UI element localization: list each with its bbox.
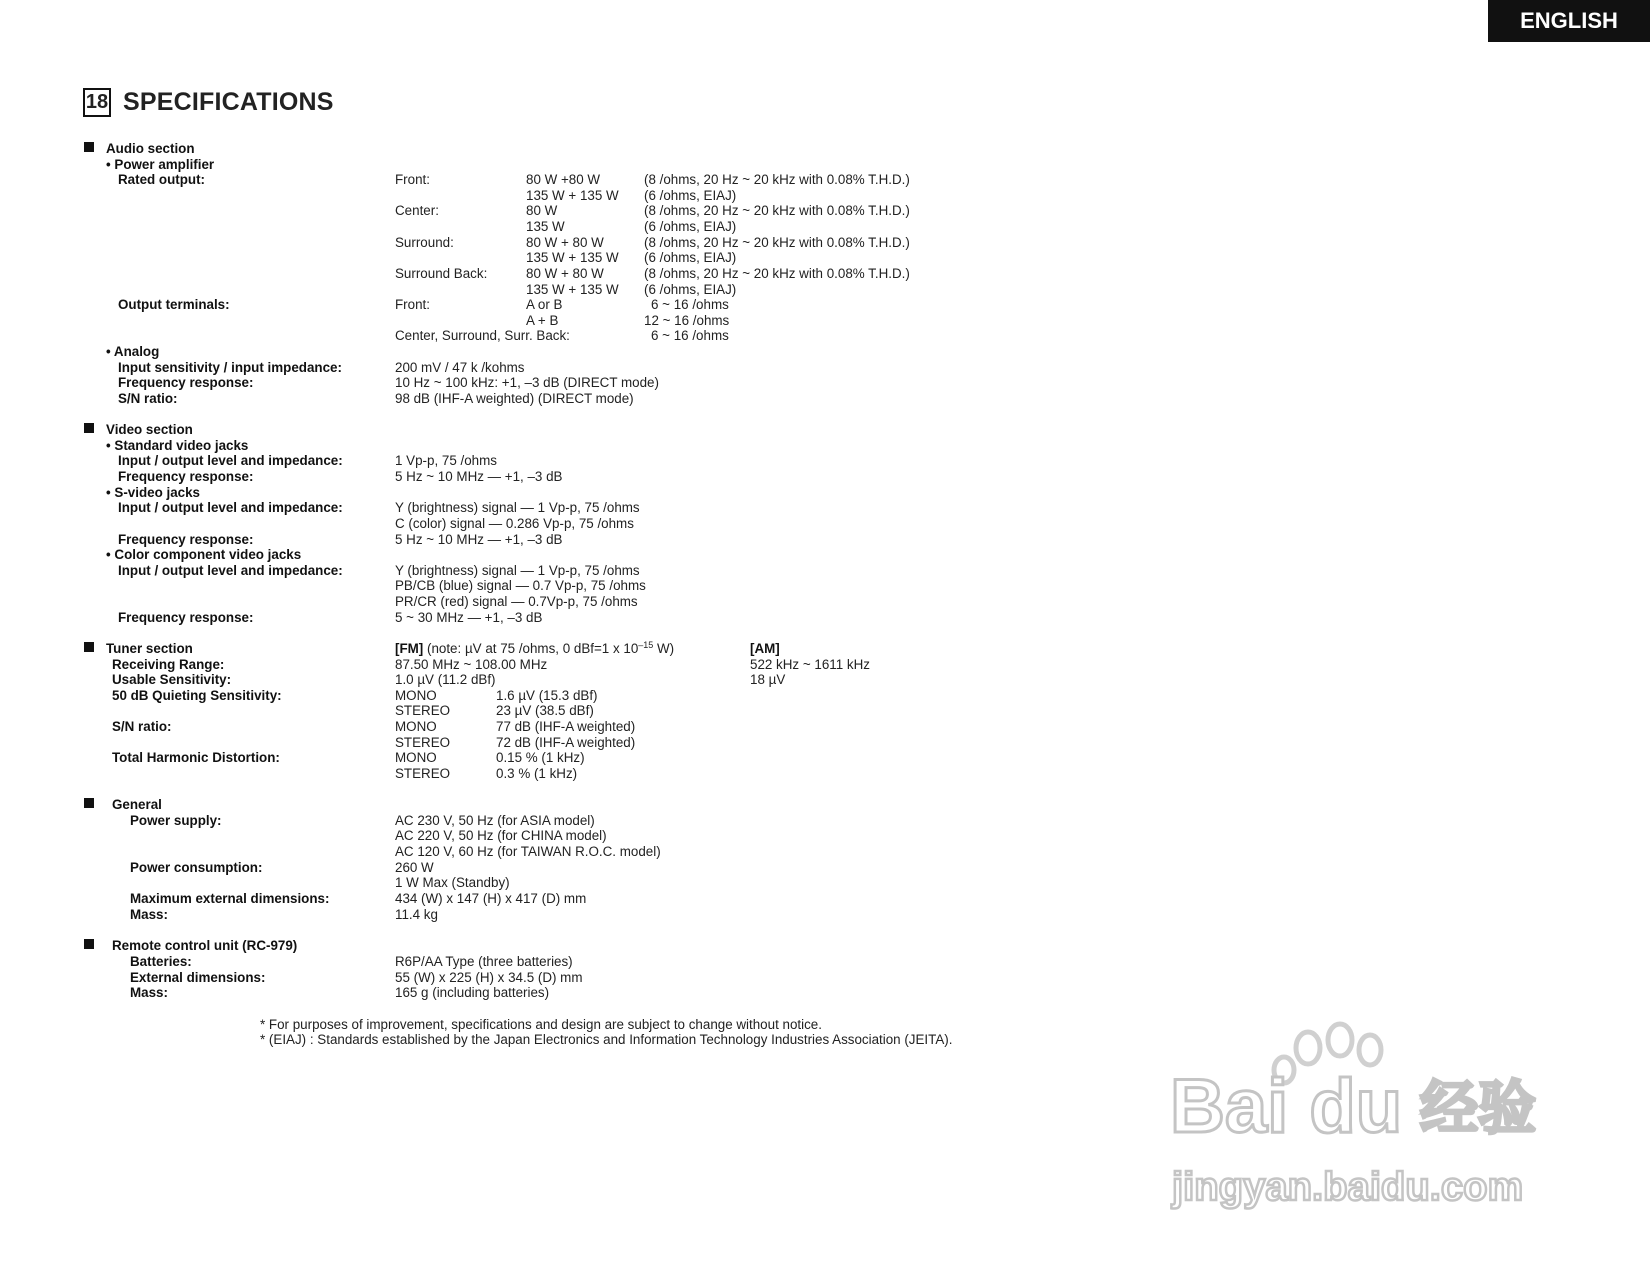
usable-sensitivity-fm: 1.0 µV (11.2 dBf) xyxy=(395,672,496,687)
section-bullet xyxy=(84,642,94,652)
io-level-label: Input / output level and impedance: xyxy=(118,563,343,578)
fm-label: [FM] xyxy=(395,641,424,656)
power-supply-value: AC 220 V, 50 Hz (for CHINA model) xyxy=(395,828,607,843)
rated-value: 80 W +80 W xyxy=(526,172,601,187)
rated-condition: (6 /ohms, EIAJ) xyxy=(644,219,737,234)
fm-header xyxy=(395,641,674,657)
power-supply-value: AC 120 V, 60 Hz (for TAIWAN R.O.C. model) xyxy=(395,844,661,859)
general-section-title: General xyxy=(112,797,162,812)
s-io-c-value: C (color) signal — 0.286 Vp-p, 75 /ohms xyxy=(395,516,634,531)
power-consumption-value: 260 W xyxy=(395,860,434,875)
remote-section-title: Remote control unit (RC-979) xyxy=(112,938,298,953)
power-supply-label: Power supply: xyxy=(130,813,222,828)
tuner-section-title: Tuner section xyxy=(106,641,193,656)
frequency-response-label: Frequency response: xyxy=(118,532,254,547)
thd-label: Total Harmonic Distortion: xyxy=(112,750,280,765)
am-label: [AM] xyxy=(750,641,780,656)
footnote: * For purposes of improvement, specifications and design are subject to change without notice. xyxy=(260,1017,822,1032)
baidu-watermark xyxy=(1170,1020,1580,1220)
max-dimensions-label: Maximum external dimensions: xyxy=(130,891,330,906)
s-freq-value: 5 Hz ~ 10 MHz — +1, –3 dB xyxy=(395,532,563,547)
mode-label: STEREO xyxy=(395,766,451,781)
frequency-response-value: 10 Hz ~ 100 kHz: +1, –3 dB (DIRECT mode) xyxy=(395,375,659,390)
sn-ratio-value: 98 dB (IHF-A weighted) (DIRECT mode) xyxy=(395,391,634,406)
rated-condition: (8 /ohms, 20 Hz ~ 20 kHz with 0.08% T.H.D.) xyxy=(644,266,910,281)
tuner-sn-ratio-label: S/N ratio: xyxy=(112,719,172,734)
audio-section-title: Audio section xyxy=(106,141,195,156)
standard-video-heading: • Standard video jacks xyxy=(106,438,249,453)
mode-label: STEREO xyxy=(395,735,451,750)
input-sensitivity-label: Input sensitivity / input impedance: xyxy=(118,360,342,375)
receiving-range-fm: 87.50 MHz ~ 108.00 MHz xyxy=(395,657,548,672)
power-supply-value: AC 230 V, 50 Hz (for ASIA model) xyxy=(395,813,595,828)
section-number-badge: 18 xyxy=(83,88,111,117)
language-tab: ENGLISH xyxy=(1488,0,1650,42)
analog-heading: • Analog xyxy=(106,344,160,359)
s-video-heading: • S-video jacks xyxy=(106,485,201,500)
rated-value: 135 W xyxy=(526,219,565,234)
receiving-range-am: 522 kHz ~ 1611 kHz xyxy=(750,657,870,672)
mode-label: STEREO xyxy=(395,703,451,718)
fm-note: (note: µV at 75 /ohms, 0 dBf=1 x 10 xyxy=(423,641,639,656)
quieting-sensitivity-label: 50 dB Quieting Sensitivity: xyxy=(112,688,282,703)
frequency-response-label: Frequency response: xyxy=(118,375,254,390)
fm-note-exponent: –15 xyxy=(638,640,654,650)
mode-value: 77 dB (IHF-A weighted) xyxy=(496,719,636,734)
power-consumption-label: Power consumption: xyxy=(130,860,263,875)
receiving-range-label: Receiving Range: xyxy=(112,657,225,672)
max-dimensions-value: 434 (W) x 147 (H) x 417 (D) mm xyxy=(395,891,587,906)
video-section-title: Video section xyxy=(106,422,193,437)
rated-value: 135 W + 135 W xyxy=(526,188,619,203)
fm-note-end: W) xyxy=(653,641,675,656)
rated-output-label: Rated output: xyxy=(118,172,206,187)
terminal-a-or-b-value: 6 ~ 16 /ohms xyxy=(651,297,729,312)
batteries-label: Batteries: xyxy=(130,954,192,969)
mode-label: MONO xyxy=(395,719,437,734)
terminal-a-plus-b-value: 12 ~ 16 /ohms xyxy=(644,313,730,328)
mass-value: 11.4 kg xyxy=(395,907,438,922)
sn-ratio-label: S/N ratio: xyxy=(118,391,178,406)
mode-value: 1.6 µV (15.3 dBf) xyxy=(496,688,598,703)
terminal-center-surround: Center, Surround, Surr. Back: xyxy=(395,328,570,343)
remote-dimensions-label: External dimensions: xyxy=(130,970,266,985)
frequency-response-label: Frequency response: xyxy=(118,469,254,484)
std-io-value: 1 Vp-p, 75 /ohms xyxy=(395,453,497,468)
comp-io-pb-value: PB/CB (blue) signal — 0.7 Vp-p, 75 /ohms xyxy=(395,578,646,593)
remote-mass-value: 165 g (including batteries) xyxy=(395,985,550,1000)
mode-label: MONO xyxy=(395,688,437,703)
terminal-front: Front: xyxy=(395,297,430,312)
page-title: SPECIFICATIONS xyxy=(123,88,334,116)
rated-value: 80 W + 80 W xyxy=(526,235,604,250)
rated-condition: (8 /ohms, 20 Hz ~ 20 kHz with 0.08% T.H.D.) xyxy=(644,203,910,218)
output-terminals-label: Output terminals: xyxy=(118,297,230,312)
watermark-brand: Bai du xyxy=(1170,1064,1403,1149)
usable-sensitivity-am: 18 µV xyxy=(750,672,786,687)
watermark-url: jingyan.baidu.com xyxy=(1172,1165,1524,1209)
mode-value: 0.15 % (1 kHz) xyxy=(496,750,585,765)
rated-front-channel: Front: xyxy=(395,172,430,187)
comp-io-pr-value: PR/CR (red) signal — 0.7Vp-p, 75 /ohms xyxy=(395,594,638,609)
mass-label: Mass: xyxy=(130,907,168,922)
remote-dimensions-value: 55 (W) x 225 (H) x 34.5 (D) mm xyxy=(395,970,583,985)
mode-value: 0.3 % (1 kHz) xyxy=(496,766,578,781)
rated-surround-channel: Surround: xyxy=(395,235,454,250)
power-consumption-value: 1 W Max (Standby) xyxy=(395,875,510,890)
io-level-label: Input / output level and impedance: xyxy=(118,500,343,515)
section-bullet xyxy=(84,142,94,152)
terminal-center-surround-value: 6 ~ 16 /ohms xyxy=(651,328,729,343)
comp-freq-value: 5 ~ 30 MHz — +1, –3 dB xyxy=(395,610,543,625)
usable-sensitivity-label: Usable Sensitivity: xyxy=(112,672,232,687)
section-bullet xyxy=(84,798,94,808)
rated-value: 80 W xyxy=(526,203,558,218)
rated-condition: (6 /ohms, EIAJ) xyxy=(644,282,737,297)
section-bullet xyxy=(84,423,94,433)
rated-condition: (6 /ohms, EIAJ) xyxy=(644,188,737,203)
section-bullet xyxy=(84,939,94,949)
rated-surround-back-channel: Surround Back: xyxy=(395,266,488,281)
mode-value: 23 µV (38.5 dBf) xyxy=(496,703,594,718)
mode-label: MONO xyxy=(395,750,437,765)
s-io-y-value: Y (brightness) signal — 1 Vp-p, 75 /ohms xyxy=(395,500,640,515)
power-amplifier-heading: • Power amplifier xyxy=(106,157,215,172)
input-sensitivity-value: 200 mV / 47 k /kohms xyxy=(395,360,525,375)
rated-value: 80 W + 80 W xyxy=(526,266,604,281)
frequency-response-label: Frequency response: xyxy=(118,610,254,625)
terminal-a-or-b: A or B xyxy=(526,297,563,312)
footnote: * (EIAJ) : Standards established by the Japan Electronics and Information Technology Industries Association (JEITA). xyxy=(260,1032,953,1047)
rated-condition: (8 /ohms, 20 Hz ~ 20 kHz with 0.08% T.H.D.) xyxy=(644,235,910,250)
watermark-cn: 经验 xyxy=(1420,1074,1537,1142)
rated-condition: (8 /ohms, 20 Hz ~ 20 kHz with 0.08% T.H.D.) xyxy=(644,172,910,187)
comp-io-y-value: Y (brightness) signal — 1 Vp-p, 75 /ohms xyxy=(395,563,640,578)
terminal-a-plus-b: A + B xyxy=(526,313,559,328)
mode-value: 72 dB (IHF-A weighted) xyxy=(496,735,636,750)
page-heading xyxy=(83,88,334,117)
batteries-value: R6P/AA Type (three batteries) xyxy=(395,954,573,969)
rated-value: 135 W + 135 W xyxy=(526,282,619,297)
std-freq-value: 5 Hz ~ 10 MHz — +1, –3 dB xyxy=(395,469,563,484)
io-level-label: Input / output level and impedance: xyxy=(118,453,343,468)
rated-condition: (6 /ohms, EIAJ) xyxy=(644,250,737,265)
rated-value: 135 W + 135 W xyxy=(526,250,619,265)
component-video-heading: • Color component video jacks xyxy=(106,547,302,562)
rated-center-channel: Center: xyxy=(395,203,439,218)
remote-mass-label: Mass: xyxy=(130,985,168,1000)
